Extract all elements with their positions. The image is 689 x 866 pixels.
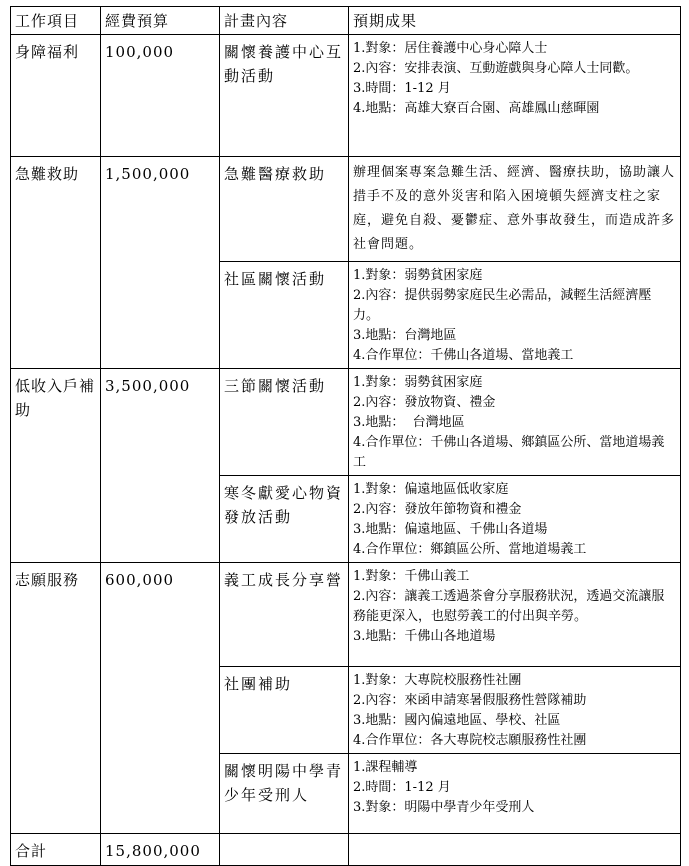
work-item-cell: 低收入戶補助 — [11, 369, 101, 563]
outcome-line: 3.地點：國內偏遠地區、學校、社區 — [353, 713, 561, 728]
outcome-line: 3.時間：1-12 月 — [353, 81, 451, 96]
plan-cell: 社區關懷活動 — [220, 262, 349, 369]
outcome-line: 3.地點：偏遠地區、千佛山各道場 — [353, 522, 548, 537]
outcome-line: 1.對象：弱勢貧困家庭 — [353, 375, 483, 390]
outcome-line: 2.內容：發放物資、禮金 — [353, 395, 496, 410]
header-work-item: 工作項目 — [11, 7, 101, 35]
outcome-line: 2.內容：發放年節物資和禮金 — [353, 502, 522, 517]
header-budget: 經費預算 — [101, 7, 220, 35]
outcome-line: 3.地點：台灣地區 — [353, 328, 457, 343]
outcome-cell — [349, 35, 681, 157]
outcome-line: 3.地點： 台灣地區 — [353, 415, 465, 430]
outcome-cell — [349, 262, 681, 369]
outcome-line: 1.對象：千佛山義工 — [353, 569, 470, 584]
outcome-cell — [349, 369, 681, 476]
outcome-paragraph: 辦理個案專案急難生活、經濟、醫療扶助，協助讓人措手不及的意外災害和陷入困境頓失經濟支柱之家庭，避免自殺、憂鬱症、意外事故發生，而造成許多社會問題。 — [353, 165, 676, 252]
header-plan: 計畫內容 — [220, 7, 349, 35]
outcome-line: 4.合作單位：千佛山各道場、當地義工 — [353, 348, 574, 363]
outcome-cell — [349, 563, 681, 667]
table-row — [11, 35, 681, 157]
outcome-line: 1.對象：弱勢貧困家庭 — [353, 268, 483, 283]
outcome-cell — [349, 667, 681, 754]
outcome-cell — [349, 157, 681, 262]
work-item-cell: 身障福利 — [11, 35, 101, 157]
outcome-line: 4.地點：高雄大寮百合園、高雄鳳山慈暉園 — [353, 101, 600, 116]
outcome-cell — [349, 476, 681, 563]
outcome-line: 3.地點：千佛山各地道場 — [353, 629, 496, 644]
plan-cell: 關懷養護中心互動活動 — [220, 35, 349, 157]
table-row — [11, 369, 681, 476]
budget-cell: 3,500,000 — [101, 369, 220, 563]
plan-cell: 三節關懷活動 — [220, 369, 349, 476]
empty-cell — [220, 834, 349, 866]
outcome-line: 2.內容：來函申請寒暑假服務性營隊補助 — [353, 693, 587, 708]
total-row — [11, 834, 681, 866]
outcome-line: 4.合作單位：鄉鎮區公所、當地道場義工 — [353, 542, 587, 557]
budget-cell: 1,500,000 — [101, 157, 220, 369]
outcome-line: 1.對象：偏遠地區低收家庭 — [353, 482, 509, 497]
outcome-line: 2.內容：安排表演、互動遊戲與身心障人士同歡。 — [353, 61, 639, 76]
budget-cell: 600,000 — [101, 563, 220, 834]
empty-cell — [349, 834, 681, 866]
plan-cell: 寒冬獻愛心物資發放活動 — [220, 476, 349, 563]
total-label: 合計 — [11, 834, 101, 866]
outcome-line: 3.對象：明陽中學青少年受刑人 — [353, 800, 535, 815]
plan-cell: 關懷明陽中學青少年受刑人 — [220, 754, 349, 834]
outcome-cell — [349, 754, 681, 834]
table-row — [11, 157, 681, 262]
work-item-cell: 急難救助 — [11, 157, 101, 369]
outcome-line: 2.時間：1-12 月 — [353, 780, 451, 795]
outcome-line: 2.內容：讓義工透過茶會分享服務狀況，透過交流讓服務能更深入，也慰勞義工的付出與辛勞。 — [353, 589, 665, 624]
work-item-cell: 志願服務 — [11, 563, 101, 834]
table-row — [11, 563, 681, 667]
budget-cell: 100,000 — [101, 35, 220, 157]
outcome-line: 1.課程輔導 — [353, 760, 418, 775]
plan-cell: 急難醫療救助 — [220, 157, 349, 262]
outcome-line: 1.對象：大專院校服務性社團 — [353, 673, 522, 688]
total-budget: 15,800,000 — [101, 834, 220, 866]
outcome-line: 4.合作單位：千佛山各道場、鄉鎮區公所、當地道場義工 — [353, 435, 665, 470]
plan-cell: 社團補助 — [220, 667, 349, 754]
plan-cell: 義工成長分享營 — [220, 563, 349, 667]
outcome-line: 1.對象：居住養護中心身心障人士 — [353, 41, 548, 56]
outcome-line: 2.內容：提供弱勢家庭民生必需品，減輕生活經濟壓力。 — [353, 288, 652, 323]
header-row — [11, 7, 681, 35]
budget-table — [10, 6, 681, 866]
header-outcome: 預期成果 — [349, 7, 681, 35]
outcome-line: 4.合作單位：各大專院校志願服務性社團 — [353, 733, 587, 748]
